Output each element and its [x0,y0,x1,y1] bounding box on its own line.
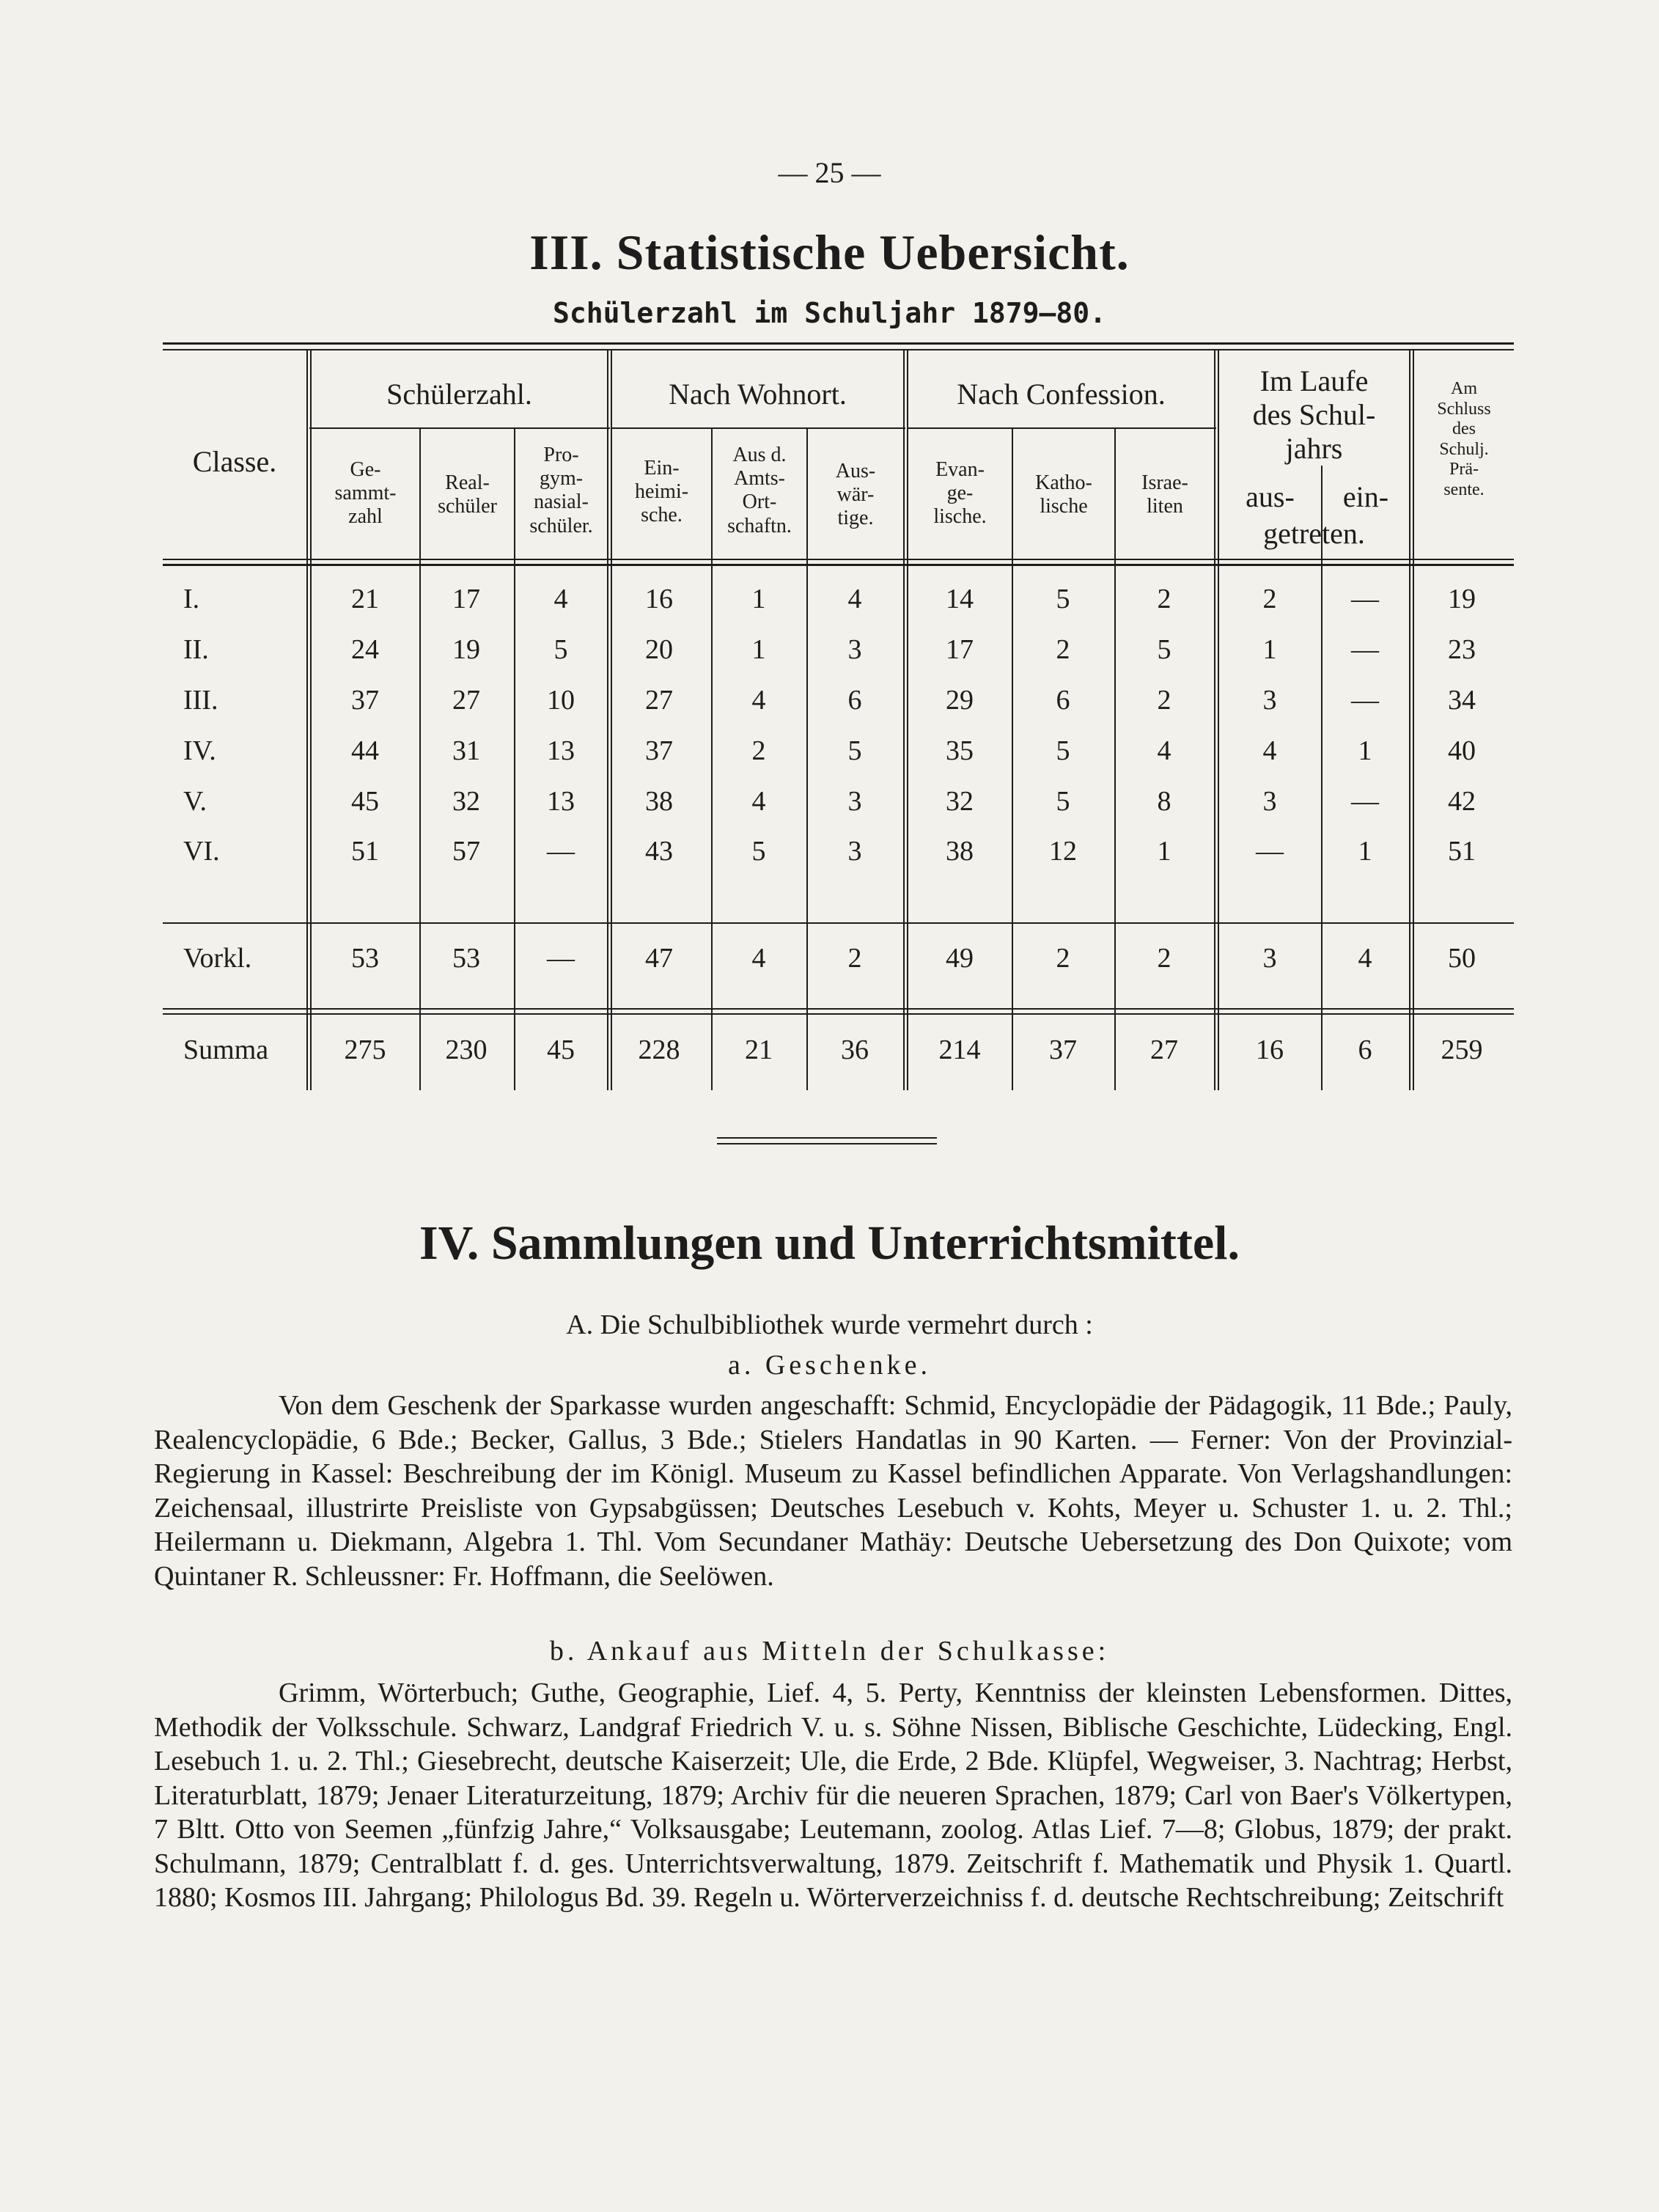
table-cell: 4 [553,584,568,614]
table-cell: 27 [452,685,480,716]
header-bottom-rule [163,559,1514,560]
table-cell: 14 [946,584,974,614]
table-cell: 23 [1448,634,1476,665]
table-cell: 34 [1448,685,1476,716]
row-class-label: VI. [183,836,220,867]
header-auswaertige [808,460,903,531]
table-cell: 3 [847,786,862,817]
table-cell: 31 [452,735,480,766]
table-cell: 4 [751,786,766,817]
table-cell: 6 [1056,685,1070,716]
group-header-underline [612,427,905,429]
table-cell: 12 [1049,836,1077,867]
table-cell: 5 [1056,735,1070,766]
row-class-label: I. [183,584,200,614]
header-group-laufe [1219,364,1409,466]
table-cell: 42 [1448,786,1476,817]
header-am-line6: sente. [1443,479,1485,499]
table-cell: 53 [351,943,379,974]
header-amts-line4: schaftn. [727,514,792,537]
purchase-text: Grimm, Wörterbuch; Guthe, Geographie, Lief. 4, 5. Perty, Kenntniss der kleinsten Lebensformen. Dittes, Methodik der Volksschule. Schwarz, Landgraf Friedrich V. u. s. Söhne Nissen, Biblische Geschichte, Lüdecking, Engl. Lesebuch 1. u. 2. Thl.; Giesebrecht, deutsche Kaiserzeit; Ule, die Erde, 2 Bde. Klüpfel, Wegweiser, 3. Nachtrag; Herbst, Literaturblatt, 1879; Jenaer Literaturzeitung, 1879; Archiv für die neueren Sprachen, 1879; Carl von Baer's Völkertypen, 7 Bltt. Otto von Seemen „fünfzig Jahre,“ Volksausgabe; Leutemann, zoolog. Atlas Lief. 7—8; Globus, 1879; der prakt. Schulmann, 1879; Centralblatt f. d. ges. Unterrichtsverwaltung, 1879. Zeitschrift f. Mathematik und Physik 1. Quartl. 1880; Kosmos III. Jahrgang; Philologus Bd. 39. Regeln u. Wörterverzeichniss f. d. deutsche Rechtschreibung; Zeitschrift [154,1678,1512,1913]
table-cell: — [1256,836,1284,867]
table-cell: 5 [1056,786,1070,817]
header-amts-line3: Ort- [742,490,777,514]
table-cell: 2 [847,943,862,974]
section-subtitle: Schülerzahl im Schuljahr 1879—80. [553,297,1106,329]
table-cell: 228 [638,1035,680,1065]
table-cell: 1 [751,634,766,665]
table-cell: 230 [445,1035,488,1065]
table-cell: — [1351,786,1379,817]
gifts-subheading: a. Geschenke. [727,1350,932,1381]
table-cell: 4 [847,584,862,614]
table-cell: 50 [1448,943,1476,974]
header-kath-line1: Katho- [1035,471,1092,494]
header-katholische [1013,471,1114,518]
table-cell: 43 [645,836,673,867]
table-cell: 214 [938,1035,981,1065]
table-cell: 44 [351,735,379,766]
table-cell: 24 [351,634,379,665]
table-cell: 2 [1157,584,1171,614]
header-evang-line1: Evan- [935,458,985,481]
table-cell: 17 [452,584,480,614]
library-heading: A. Die Schulbibliothek wurde vermehrt durch : [566,1309,1093,1340]
table-cell: 45 [547,1035,575,1065]
column-separator [607,350,612,1090]
table-cell: 32 [946,786,974,817]
header-laufe-line2: des Schul- [1252,398,1376,431]
table-cell: 17 [946,634,974,665]
table-cell: 47 [645,943,673,974]
gifts-paragraph [154,1389,1512,1593]
table-cell: 53 [452,943,480,974]
table-cell: 27 [645,685,673,716]
table-cell: — [1351,584,1379,614]
vorkl-bottom-rule [163,1008,1514,1010]
table-cell: 5 [1056,584,1070,614]
gifts-text: Von dem Geschenk der Sparkasse wurden angeschafft: Schmid, Encyclopädie der Pädagogik, 11 Bde.; Pauly, Realencyclopädie, 6 Bde.; Becker, Gallus, 3 Bde.; Stielers Handatlas in 90 Karten. — Ferner: Von der Provinzial-Regierung in Kassel: Beschreibung der im Königl. Museum zu Kassel befindlichen Apparate. Von Verlagshandlungen: Zeichensaal, illustrirte Preisliste von Gypsabgüssen; Deutsches Lesebuch v. Kohts, Meyer u. Schuster 1. u. 2. Thl.; Heilermann u. Diekmann, Algebra 1. Thl. Vom Secundaner Mathäy: Deutsche Uebersetzung des Don Quixote; vom Quintaner R. Schleussner: Fr. Hoffmann, die Seelöwen. [154,1390,1512,1592]
table-cell: 2 [1157,685,1171,716]
header-einheim-line3: sche. [641,504,683,527]
table-cell: 6 [1358,1035,1372,1065]
table-cell: 5 [847,735,862,766]
table-cell: 19 [1448,584,1476,614]
header-progym-line4: schüler. [529,514,593,537]
header-group-confession: Nach Confession. [957,378,1166,411]
column-separator [1012,429,1013,1090]
header-amts-line2: Amts- [734,467,785,490]
table-cell: 32 [452,786,480,817]
table-cell: 19 [452,634,480,665]
table-cell: 45 [351,786,379,817]
header-ausw-line2: wär- [836,483,875,507]
column-separator [1114,429,1116,1090]
rows-bottom-rule [163,922,1514,924]
header-real-line2: schüler [438,495,497,518]
purchase-subheading: b. Ankauf aus Mitteln der Schulkasse: [549,1636,1110,1667]
table-cell: 13 [547,735,575,766]
group-header-underline [309,427,610,429]
table-cell: — [547,943,575,974]
table-cell: 2 [1262,584,1277,614]
header-progymnasialschueler [515,444,607,538]
table-cell: 27 [1150,1035,1178,1065]
header-am-schluss [1414,379,1514,501]
header-gesammt-line2: sammt- [334,482,397,505]
table-cell: 1 [1262,634,1277,665]
table-cell: 4 [1157,735,1171,766]
header-real-line1: Real- [445,471,490,494]
column-separator [903,350,908,1090]
table-top-rule [163,342,1514,345]
header-ein: ein- [1342,480,1389,513]
section-title: III. Statistische Uebersicht. [529,224,1130,280]
header-am-line4: Schulj. [1439,439,1489,459]
table-cell: 37 [645,735,673,766]
table-cell: 4 [1358,943,1372,974]
table-cell: 38 [946,836,974,867]
header-group-schuelerzahl: Schülerzahl. [386,378,532,411]
column-separator [1409,350,1414,1090]
header-bottom-rule-thick [163,564,1514,566]
table-cell: 51 [351,836,379,867]
table-cell: 3 [1262,685,1277,716]
table-cell: 4 [751,943,766,974]
table-cell: 1 [1358,735,1372,766]
table-cell: 21 [745,1035,773,1065]
table-cell: 3 [847,836,862,867]
table-cell: 21 [351,584,379,614]
table-cell: 36 [841,1035,869,1065]
table-cell: 1 [751,584,766,614]
table-cell: — [1351,685,1379,716]
vorkl-bottom-rule-2 [163,1013,1514,1015]
table-cell: 275 [344,1035,386,1065]
table-cell: 1 [1358,836,1372,867]
header-am-line3: des [1452,419,1476,439]
header-progym-line1: Pro- [543,444,579,466]
table-cell: 4 [1262,735,1277,766]
table-cell: 2 [1056,634,1070,665]
header-ausw-line1: Aus- [835,460,876,482]
table-cell: 5 [553,634,568,665]
table-cell: 2 [1056,943,1070,974]
header-ausw-line3: tige. [837,507,874,530]
table-cell: 16 [645,584,673,614]
row-class-label: IV. [183,735,216,766]
table-cell: 5 [751,836,766,867]
table-cell: 259 [1441,1035,1483,1065]
header-progym-line3: nasial- [534,490,589,514]
table-cell: 13 [547,786,575,817]
table-cell: 38 [645,786,673,817]
table-cell: 57 [452,836,480,867]
header-isr-line2: liten [1147,495,1183,518]
row-class-label: Summa [183,1035,269,1065]
section-divider [717,1137,937,1144]
header-kath-line2: lische [1040,495,1088,518]
table-cell: 2 [1157,943,1171,974]
header-israeliten [1116,471,1214,518]
header-amtsortschaften [713,444,806,538]
group-header-underline [908,427,1216,429]
table-cell: 8 [1157,786,1171,817]
header-gesammt-line1: Ge- [350,458,381,481]
table-cell: 4 [751,685,766,716]
table-cell: — [547,836,575,867]
table-cell: 2 [751,735,766,766]
table-cell: 20 [645,634,673,665]
header-evangelische [908,458,1012,529]
column-separator [306,350,312,1090]
table-cell: 1 [1157,836,1171,867]
header-gesammt-line3: zahl [348,505,383,529]
table-cell: 40 [1448,735,1476,766]
page-number: — 25 — [778,156,881,189]
header-aus: aus- [1246,480,1295,513]
column-separator [1321,466,1323,1090]
table-cell: 3 [847,634,862,665]
row-class-label: II. [183,634,209,665]
header-isr-line1: Israe- [1141,471,1188,494]
header-progym-line2: gym- [539,467,584,490]
header-group-wohnort: Nach Wohnort. [669,378,847,411]
header-am-line5: Prä- [1449,460,1479,479]
header-gesammtzahl [312,458,419,529]
header-classe: Classe. [192,445,277,478]
header-laufe-line1: Im Laufe [1259,364,1369,397]
table-cell: 3 [1262,786,1277,817]
header-realschueler [421,471,514,518]
table-cell: 37 [351,685,379,716]
purchase-paragraph [154,1676,1512,1915]
header-getreten: getreten. [1263,517,1365,550]
row-class-label: III. [183,685,218,716]
header-evang-line3: lische. [933,505,987,529]
column-separator [1214,350,1219,1090]
section-title-iv: IV. Sammlungen und Unterrichtsmittel. [419,1216,1240,1270]
table-top-rule-thin [163,349,1514,350]
table-cell: — [1351,634,1379,665]
header-evang-line2: ge- [946,482,974,505]
table-cell: 51 [1448,836,1476,867]
row-class-label: V. [183,786,207,817]
header-laufe-line3: jahrs [1285,432,1343,465]
table-cell: 3 [1262,943,1277,974]
header-einheim-line1: Ein- [644,457,680,479]
table-cell: 5 [1157,634,1171,665]
header-am-line1: Am [1451,379,1477,398]
table-cell: 35 [946,735,974,766]
table-cell: 29 [946,685,974,716]
header-einheim-line2: heimi- [634,480,689,504]
table-cell: 37 [1049,1035,1077,1065]
header-einheimische [612,457,711,528]
header-am-line2: Schluss [1437,399,1491,419]
table-cell: 6 [847,685,862,716]
column-separator [419,429,421,1090]
row-class-label: Vorkl. [183,943,252,974]
table-cell: 49 [946,943,974,974]
header-amts-line1: Aus d. [732,444,787,466]
table-cell: 16 [1256,1035,1284,1065]
table-cell: 10 [547,685,575,716]
